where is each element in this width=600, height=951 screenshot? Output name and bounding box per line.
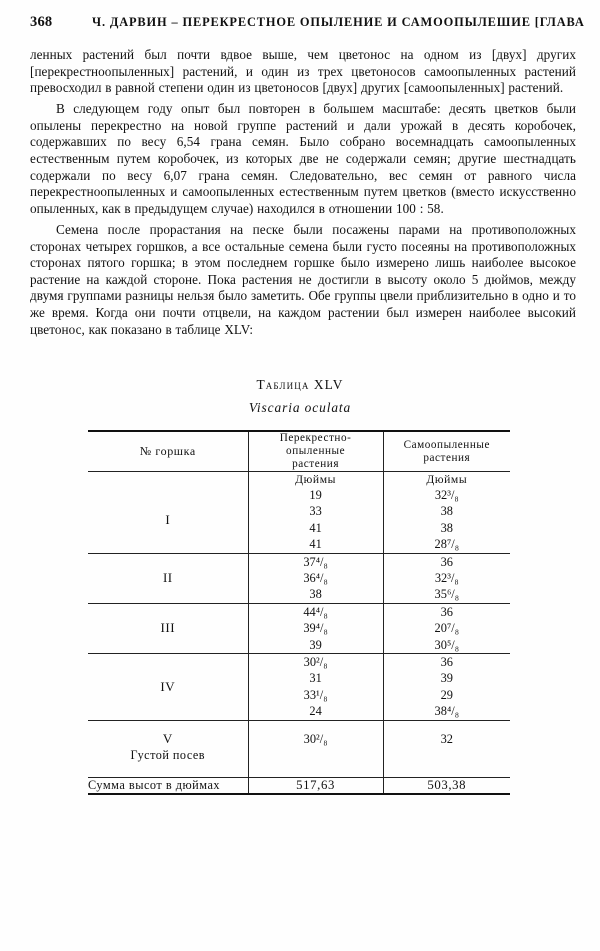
crossed-value: 39⁴/₈ — [303, 621, 328, 636]
crossed-values-1 — [248, 487, 383, 553]
selfed-value: 35⁶/₈ — [434, 587, 460, 602]
table-subcaption: Viscaria oculata — [248, 400, 352, 415]
pot-label-2: II — [162, 570, 173, 586]
pot-label-5 — [88, 720, 248, 777]
table-row-pot-4 — [88, 654, 510, 721]
pot-label-5-numeral: V — [162, 730, 173, 746]
paragraph-2: В следующем году опыт был повторен в большем масштабе: десять цветков были опылены перекрестно на новой группе растений и дали урожай в десять коробочек, содержавших по весу 6,54 грана семян. Было собрано восемнадцать самоопыленных естественным путем коробочек, из которых две не содержали семян; другие шестнадцать содержали по весу 6,07 грана семян. Следовательно, вес семян от равного числа перекрестноопыленных и самоопыленных естественным путем цветков (вместо искусственно опыленных, как в предыдущем случае) находился в отношении 100 : 58. — [30, 101, 576, 216]
sum-selfed: 503,38 — [383, 777, 510, 794]
pot-label-4: IV — [160, 678, 176, 694]
table-row-pot-1 — [88, 487, 510, 553]
pot-label-3: III — [160, 620, 176, 636]
column-header-crossed — [248, 431, 383, 472]
selfed-value: 32 — [440, 731, 453, 746]
column-header-selfed — [383, 431, 510, 472]
crossed-value: 36⁴/₈ — [303, 571, 328, 586]
crossed-value: 39 — [309, 637, 322, 652]
selfed-values-5 — [383, 720, 510, 777]
page-number: 368 — [30, 14, 53, 30]
measurements-table — [88, 430, 510, 795]
selfed-value: 20⁷/₈ — [434, 621, 460, 636]
crossed-values-5 — [248, 720, 383, 777]
sum-label: Сумма высот в дюймах — [88, 777, 221, 792]
running-head — [30, 14, 585, 31]
table-caption-number: XLV — [313, 377, 344, 392]
table-row-pot-5 — [88, 720, 510, 777]
units-crossed: Дюймы — [248, 472, 383, 488]
selfed-values-1 — [383, 487, 510, 553]
crossed-values-2 — [248, 553, 383, 603]
crossed-value: 33¹/₈ — [303, 687, 328, 702]
selfed-value: 38 — [440, 520, 453, 535]
selfed-values-3 — [383, 603, 510, 653]
column-header-crossed-line3: растения — [292, 458, 340, 470]
selfed-value: 39 — [440, 671, 453, 686]
crossed-value: 31 — [309, 671, 322, 686]
paragraph-3: Семена после прорастания на песке были посажены парами на противоположных сторонах четырех горшков, а все остальные семена были густо посеяны на противоположных сторонах пятого горшка; в этом последнем горшке было измерено лишь наиболее высокое растение на каждой стороне. Пока растения не достигли в высоту около 5 дюймов, между двумя группами разницы нельзя было заметить. Обе группы цвели приблизительно в одно и то же время. Когда они почти отцвели, на каждом растении был измерен наиболее высокий цветонос, как показано в таблице XLV: — [30, 221, 576, 337]
crossed-value: 19 — [309, 488, 322, 502]
selfed-value: 28⁷/₈ — [434, 537, 460, 552]
crossed-values-4 — [248, 654, 383, 721]
table-units-row — [88, 472, 510, 488]
table-row-pot-3 — [88, 603, 510, 653]
column-header-selfed-line1: Самоопыленные — [403, 438, 490, 451]
table-xlv — [88, 430, 510, 795]
column-header-crossed-line2: опыленные — [286, 445, 346, 457]
selfed-values-4 — [383, 654, 510, 721]
selfed-value: 30⁵/₈ — [434, 637, 460, 652]
selfed-value: 38 — [440, 504, 453, 519]
selfed-value: 36 — [440, 604, 453, 619]
crossed-value: 37⁴/₈ — [303, 554, 328, 569]
selfed-value: 36 — [440, 655, 453, 670]
table-row-pot-2 — [88, 553, 510, 603]
crossed-value: 30²/₈ — [303, 731, 328, 746]
table-header-row — [88, 431, 510, 472]
pot-label-5-note: Густой посев — [130, 747, 206, 762]
column-header-selfed-line2: растения — [423, 451, 471, 464]
units-pot-blank — [88, 472, 248, 488]
selfed-value: 32³/₈ — [434, 571, 459, 586]
crossed-value: 33 — [309, 504, 322, 519]
selfed-values-2 — [383, 553, 510, 603]
crossed-value: 41 — [309, 520, 322, 535]
crossed-value: 38 — [309, 587, 322, 602]
table-caption — [0, 377, 600, 393]
units-selfed: Дюймы — [383, 472, 510, 488]
selfed-value: 29 — [440, 687, 453, 702]
crossed-value: 44⁴/₈ — [303, 604, 328, 619]
table-caption-word: Таблица — [256, 377, 310, 392]
paragraph-1: ленных растений был почти вдвое выше, чем цветонос на одном из [двух] других [перекрестноопыленных] растений, и один из трех цветоносов самоопыленных растений превосходил в равной степени один из цветоносов [двух] других [самоопыленных] растений. — [30, 47, 576, 96]
selfed-value: 36 — [440, 554, 453, 569]
crossed-value: 30²/₈ — [303, 655, 328, 670]
running-head-title: Ч. ДАРВИН – ПЕРЕКРЕСТНОЕ ОПЫЛЕНИЕ И САМООПЫЛЕШИЕ [ГЛАВА — [92, 15, 585, 29]
column-header-pot: № горшка — [139, 444, 196, 458]
table-sum-row — [88, 777, 510, 794]
pot-label-1: I — [165, 511, 171, 527]
body-text-column — [30, 47, 576, 338]
sum-crossed: 517,63 — [248, 777, 383, 794]
column-header-crossed-line1: Перекрестно- — [279, 432, 352, 444]
selfed-value: 32³/₈ — [434, 488, 459, 502]
selfed-value: 38⁴/₈ — [434, 704, 460, 719]
crossed-values-3 — [248, 603, 383, 653]
crossed-value: 41 — [309, 537, 322, 552]
crossed-value: 24 — [309, 704, 322, 719]
